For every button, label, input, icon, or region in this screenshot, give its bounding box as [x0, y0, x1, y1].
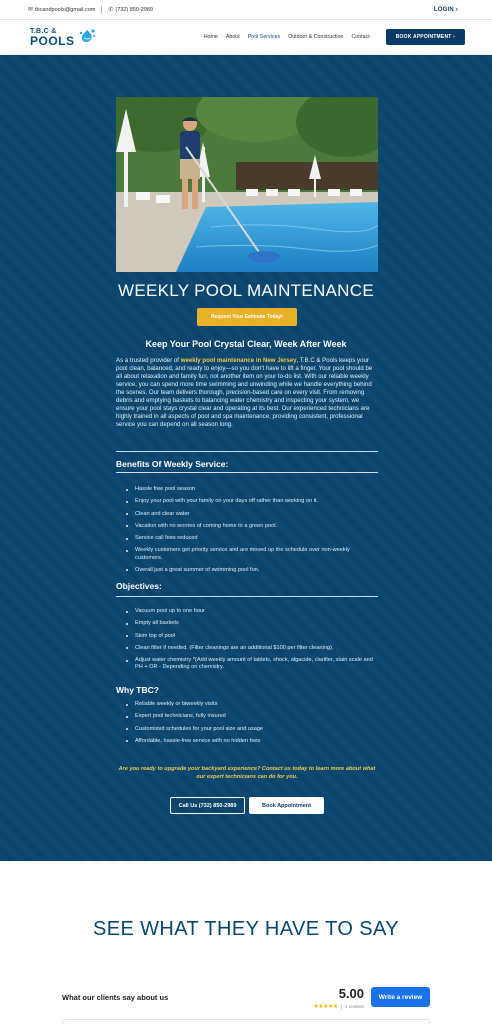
reviews-count[interactable]: 4 reviews	[344, 1004, 364, 1009]
objectives-list	[124, 608, 374, 677]
meta-divider: |	[340, 1004, 342, 1009]
rating-score: 5.00	[338, 986, 364, 1001]
top-bar	[0, 0, 492, 20]
list-item: Empty all baskets	[124, 620, 374, 627]
chevron-right-icon: ›	[453, 34, 455, 40]
section-subtitle: Keep Your Pool Crystal Clear, Week After Week	[145, 339, 347, 349]
nav-about[interactable]: About	[225, 34, 240, 40]
list-item: Vacation with no worries of coming home to a green pool.	[124, 523, 374, 530]
top-email[interactable]	[28, 6, 95, 13]
review-card	[62, 1019, 430, 1024]
list-item: Enjoy your pool with your family on your days off rather than working on it.	[124, 498, 374, 505]
top-contact	[28, 6, 153, 14]
list-item: Adjust water chemistry *(Add weekly amount of tablets, shock, algacide, clarifier, stain scale and PH + OR - Depending on chemistry.	[124, 657, 374, 672]
why-list	[124, 701, 374, 750]
list-item: Service call fees reduced	[124, 535, 374, 542]
list-item: Skim top of pool	[124, 633, 374, 640]
list-item: Reliable weekly or biweekly visits	[124, 701, 374, 708]
top-phone[interactable]	[108, 6, 153, 13]
intro-highlight-link[interactable]: weekly pool maintenance in New Jersey	[180, 357, 297, 364]
list-item: Overall just a great summer of swimming pool fun.	[124, 567, 374, 574]
reviews-label: What our clients say about us	[62, 993, 169, 1002]
list-item: Vacuum pool up to one hour	[124, 608, 374, 615]
list-item: Hassle free pool season	[124, 486, 374, 493]
why-heading: Why TBC?	[116, 685, 159, 695]
divider	[116, 472, 378, 473]
divider	[116, 596, 378, 597]
service-section	[0, 55, 492, 861]
nav-pool-services[interactable]: Pool Services	[247, 34, 281, 40]
rating-summary	[300, 986, 364, 1010]
write-review-button[interactable]: Write a review	[371, 987, 430, 1007]
logo-line2: POOLS	[30, 33, 75, 48]
site-header	[0, 20, 492, 55]
reviews-summary	[62, 983, 430, 1013]
top-phone-text: (732) 850-2989	[115, 6, 153, 13]
login-label: LOGIN	[433, 6, 454, 13]
list-item: Affordable, hassle-free service with no hidden fees	[124, 738, 374, 745]
list-item: Weekly customers get priority service and are moved up the schedule over non-weekly customers.	[124, 547, 374, 562]
book-appointment-label: BOOK APPOINTMENT	[395, 34, 452, 40]
list-item: Clean and clear water	[124, 511, 374, 518]
closing-callout: Are you ready to upgrade your backyard experience? Contact us today to learn more about what our expert technicians can do for you.	[118, 766, 376, 780]
divider	[116, 451, 378, 452]
call-us-button[interactable]: Call Us (732) 850-2989	[170, 797, 245, 814]
list-item: Customized schedules for your pool size and usage	[124, 726, 374, 733]
nav-contact[interactable]: Contact	[351, 34, 370, 40]
list-item: Expert pool technicians, fully insured	[124, 713, 374, 720]
list-item: Clean filter if needed. (Filter cleanings are an additional $100 per filter cleaning).	[124, 645, 374, 652]
rating-meta	[300, 1003, 364, 1010]
testimonials-heading: SEE WHAT THEY HAVE TO SAY	[92, 918, 399, 940]
top-divider	[101, 6, 102, 14]
intro-prefix: As a trusted provider of	[116, 357, 181, 364]
pool-cleaning-illustration	[116, 97, 378, 272]
logo-line1: T.B.C &	[30, 27, 57, 35]
benefits-heading: Benefits Of Weekly Service:	[116, 459, 229, 469]
book-appointment-button[interactable]	[386, 29, 465, 45]
login-link[interactable]	[434, 7, 458, 13]
envelope-icon: ✉	[28, 7, 34, 13]
logo-text	[30, 28, 75, 47]
nav-outdoor-construction[interactable]: Outdoor & Construction	[288, 34, 344, 40]
star-rating-icon: ★★★★★	[313, 1004, 338, 1010]
splash-logo-icon	[77, 27, 97, 47]
nav-home[interactable]: Home	[203, 34, 218, 40]
request-estimate-button[interactable]: Request Your Estimate Today!	[197, 308, 297, 326]
book-appointment-secondary-button[interactable]: Book Appointment	[249, 797, 324, 814]
hero-photo	[116, 97, 378, 272]
intro-paragraph	[116, 357, 378, 429]
chevron-right-icon: ›	[455, 6, 458, 13]
site-logo[interactable]	[30, 27, 97, 47]
objectives-heading: Objectives:	[116, 581, 162, 591]
page-title: WEEKLY POOL MAINTENANCE	[118, 281, 374, 300]
phone-icon: ✆	[108, 7, 114, 13]
benefits-list	[124, 486, 374, 579]
top-email-text: tbcandpools@gmail.com	[35, 6, 96, 13]
main-nav	[204, 29, 465, 45]
intro-body: , T.B.C & Pools keeps your pool clean, balanced, and ready to enjoy—so you don't have to lift a finger. Your pool should be all about relaxation and family fun, not another item on your to-do list. With our reliable weekly service, you can spend more time swimming and unwinding while we handle everything behind the scenes. Our team delivers thorough, precision-based care on every visit. From removing debris and emptying baskets to balancing water chemistry and inspecting your system, we ensure your pool stays crystal clear and operating at its best. Our experienced technicians are highly trained in all aspects of pool and spa maintenance, providing consistent, professional service you can depend on all season long.	[116, 357, 373, 429]
